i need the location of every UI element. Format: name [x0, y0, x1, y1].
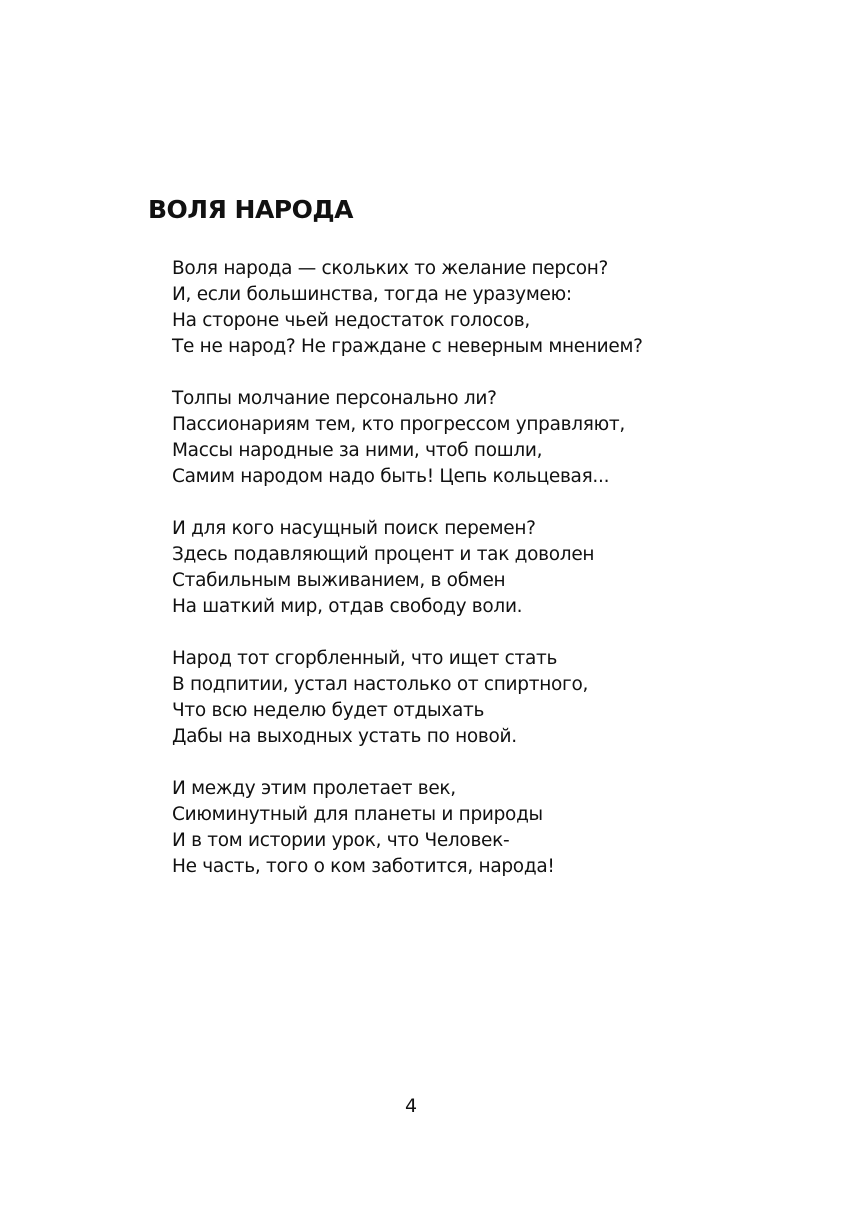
poem-line: И для кого насущный поиск перемен? — [172, 518, 536, 539]
poem-line: И между этим пролетает век, — [172, 778, 456, 799]
poem-line: Не часть, того о ком заботится, народа! — [172, 856, 555, 877]
poem-line: Стабильным выживанием, в обмен — [172, 570, 506, 591]
poem-title: ВОЛЯ НАРОДА — [148, 195, 353, 224]
poem-line: На стороне чьей недостаток голосов, — [172, 310, 530, 331]
poem-line: Те не народ? Не граждане с неверным мнением? — [172, 336, 643, 357]
stanza — [172, 516, 812, 620]
poem-line: Пассионариям тем, кто прогрессом управляют, — [172, 414, 625, 435]
stanza — [172, 646, 812, 750]
poem-line: В подпитии, устал настолько от спиртного, — [172, 674, 589, 695]
poem-line: И, если большинства, тогда не уразумею: — [172, 284, 572, 305]
poem-line: И в том истории урок, что Человек- — [172, 830, 510, 851]
poem-line: Сиюминутный для планеты и природы — [172, 804, 543, 825]
poem-line: Толпы молчание персонально ли? — [172, 388, 497, 409]
stanza — [172, 386, 812, 490]
poem-line: Народ тот сгорбленный, что ищет стать — [172, 648, 558, 669]
stanza — [172, 776, 812, 880]
page-number: 4 — [404, 1095, 418, 1117]
poem-line: Самим народом надо быть! Цепь кольцевая... — [172, 466, 610, 487]
poem-line: Массы народные за ними, чтоб пошли, — [172, 440, 543, 461]
stanza — [172, 256, 812, 360]
poem-line: Воля народа — скольких то желание персон? — [172, 258, 609, 279]
poem-line: Что всю неделю будет отдыхать — [172, 700, 485, 721]
poem-line: Дабы на выходных устать по новой. — [172, 726, 517, 747]
poem-line: Здесь подавляющий процент и так доволен — [172, 544, 595, 565]
poem-line: На шаткий мир, отдав свободу воли. — [172, 596, 523, 617]
poem-body — [172, 256, 812, 906]
